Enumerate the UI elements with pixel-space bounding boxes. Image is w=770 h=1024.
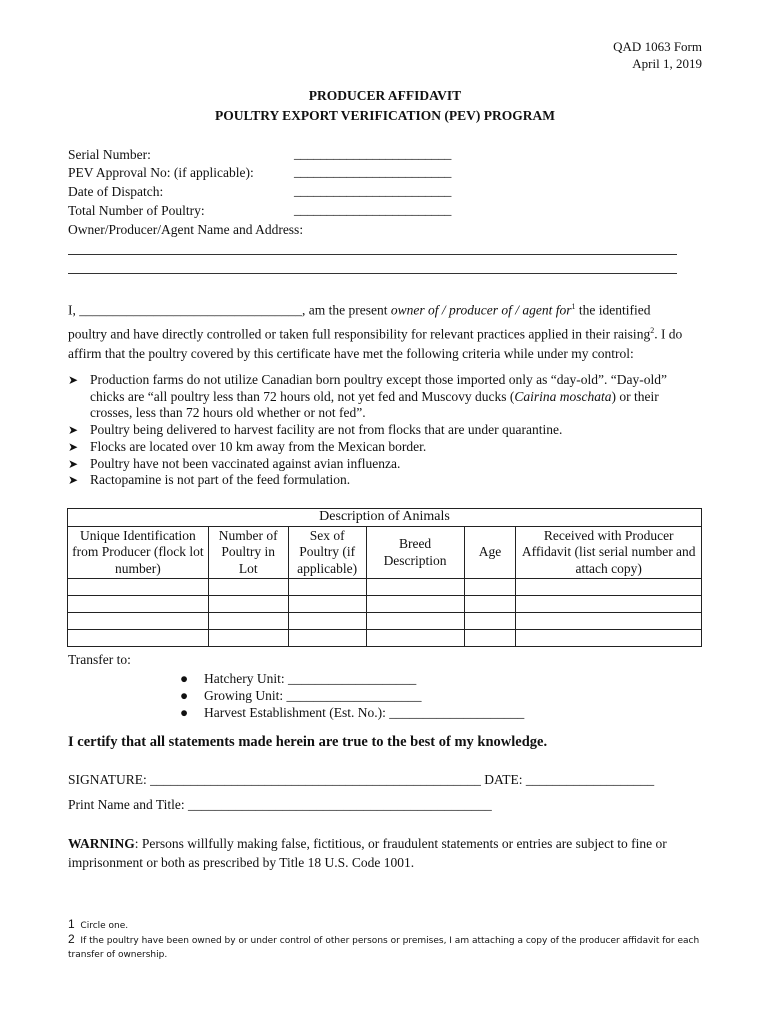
bullet-icon: ●	[180, 688, 189, 703]
column-header-affidavit: Received with Producer Affidavit (list serial number and attach copy)	[516, 527, 702, 579]
column-header-breed: Breed Description	[366, 527, 464, 579]
owner-address-line-2[interactable]	[68, 273, 677, 274]
total-poultry-label: Total Number of Poultry:	[68, 203, 205, 218]
list-item: ➤ Ractopamine is not part of the feed formulation.	[68, 472, 351, 488]
transfer-hatchery[interactable]: ● Hatchery Unit: ___________________	[180, 671, 417, 686]
table-row	[68, 596, 702, 613]
page-title: PRODUCER AFFIDAVIT	[308, 88, 462, 103]
role-options[interactable]: owner of / producer of / agent for	[390, 302, 572, 318]
arrow-bullet-icon: ➤	[68, 456, 79, 471]
transfer-label: Transfer to:	[68, 652, 131, 667]
criteria-list	[68, 372, 698, 489]
bullet-icon: ●	[180, 671, 189, 686]
transfer-harvest[interactable]: ● Harvest Establishment (Est. No.): ____________________	[180, 705, 525, 720]
list-item: ➤ Production farms do not utilize Canadian born poultry except those imported only as “day-old”. “Day-old” chicks are “all poultry less than 72 hours old, not yet fed and Muscovy ducks (Cairina moschata) or their crosses, less than 72 hours old whether or not fed”.	[68, 372, 667, 421]
column-header-age: Age	[464, 527, 516, 579]
form-header	[613, 38, 702, 72]
bullet-icon: ●	[180, 705, 189, 720]
form-date: April 1, 2019	[632, 56, 702, 71]
animals-table	[67, 508, 702, 647]
serial-number-field[interactable]: ________________________	[294, 146, 452, 161]
footnote-2: 2 If the poultry have been owned by or under control of other persons or premises, I am attaching a copy of the producer affidavit for each transfer of ownership.	[68, 932, 700, 960]
column-header-number: Number of Poultry in Lot	[208, 527, 288, 579]
transfer-list	[180, 670, 524, 721]
column-header-unique-id: Unique Identification from Producer (flock lot number)	[68, 527, 209, 579]
signature-date-line[interactable]: SIGNATURE: _________________________________________________ DATE: ___________________	[68, 772, 655, 787]
pev-approval-field[interactable]: ________________________	[294, 164, 452, 179]
date-of-dispatch-field[interactable]: ________________________	[294, 183, 452, 198]
owner-address-label: Owner/Producer/Agent Name and Address:	[68, 222, 304, 237]
list-item: ➤ Poultry being delivered to harvest facility are not from flocks that are under quarantine.	[68, 422, 563, 438]
print-name-line[interactable]: Print Name and Title: _____________________________________________	[68, 797, 492, 812]
table-row	[68, 613, 702, 630]
pev-approval-label: PEV Approval No: (if applicable):	[68, 165, 254, 180]
transfer-growing[interactable]: ● Growing Unit: ____________________	[180, 688, 422, 703]
owner-address-line-1[interactable]	[68, 254, 677, 255]
certification-statement: I certify that all statements made herein are true to the best of my knowledge.	[68, 734, 548, 750]
affirmation-paragraph: I, _________________________________, am the present owner of / producer of / agent for$^1$ the identified poultry and have directly controlled or taken full responsibility for relevant practices applied in their raising$^2$. I do affirm that the poultry covered by this certificate have met the following criteria while under my control:	[68, 302, 683, 361]
footnote-1: 1 Circle one.	[68, 917, 129, 931]
list-item: ➤ Flocks are located over 10 km away from the Mexican border.	[68, 438, 427, 454]
date-of-dispatch-label: Date of Dispatch:	[68, 184, 164, 199]
arrow-bullet-icon: ➤	[68, 439, 79, 454]
affirmant-name-field[interactable]: _________________________________	[79, 302, 302, 318]
arrow-bullet-icon: ➤	[68, 373, 79, 387]
arrow-bullet-icon: ➤	[68, 473, 79, 488]
table-caption: Description of Animals	[68, 509, 702, 527]
warning-text: WARNING: Persons willfully making false, fictitious, or fraudulent statements or entries are subject to fine or imprisonment or both as prescribed by Title 18 U.S. Code 1001.	[68, 836, 667, 870]
page-subtitle: POULTRY EXPORT VERIFICATION (PEV) PROGRAM	[214, 108, 556, 123]
list-item: ➤ Poultry have not been vaccinated against avian influenza.	[68, 455, 401, 471]
table-row	[68, 579, 702, 596]
serial-number-label: Serial Number:	[68, 147, 151, 162]
arrow-bullet-icon: ➤	[68, 423, 79, 438]
table-row	[68, 630, 702, 647]
form-number: QAD 1063 Form	[613, 39, 702, 54]
warning-label: WARNING	[68, 836, 135, 851]
column-header-sex: Sex of Poultry (if applicable)	[288, 527, 366, 579]
total-poultry-field[interactable]: ________________________	[294, 202, 452, 217]
